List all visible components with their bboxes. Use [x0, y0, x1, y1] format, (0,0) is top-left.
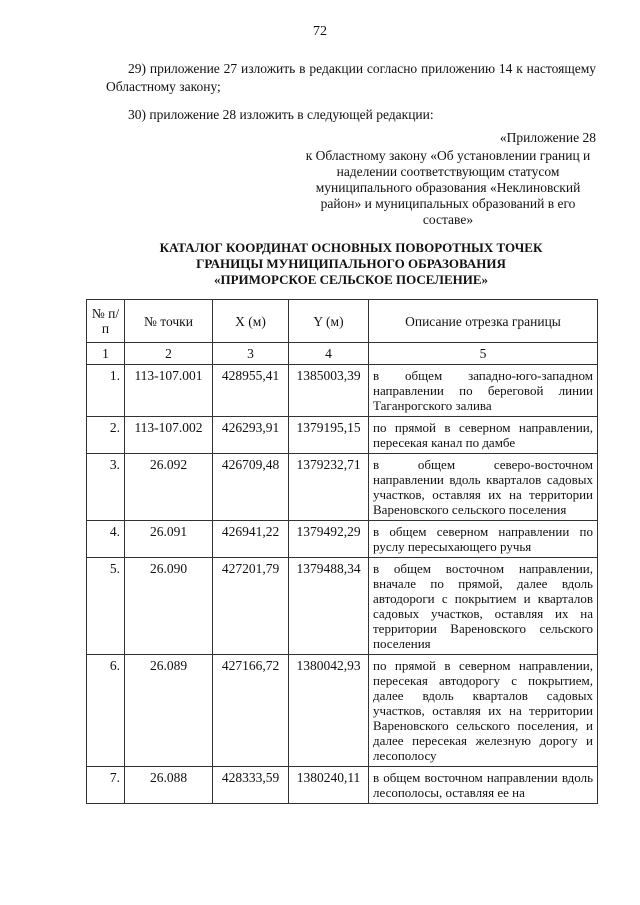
row-description: по прямой в северном направлении, пересекая канал по дамбе: [369, 417, 598, 454]
row-x: 426709,48: [213, 454, 289, 521]
column-number: 1: [87, 343, 125, 365]
row-point: 26.091: [125, 521, 213, 558]
row-index: 6.: [87, 655, 125, 767]
row-y: 1379492,29: [289, 521, 369, 558]
column-number: 5: [369, 343, 598, 365]
table-row: [87, 521, 598, 558]
catalog-title-line-1: КАТАЛОГ КООРДИНАТ ОСНОВНЫХ ПОВОРОТНЫХ ТОЧЕК: [159, 240, 543, 255]
row-point: 26.088: [125, 767, 213, 804]
row-description: в общем восточном направлении, вначале по прямой, далее вдоль автодороги с покрытием и кварталов садовых участков, оставляя их на территории Вареновского сельского поселения: [369, 558, 598, 655]
table-row: [87, 655, 598, 767]
header-x: X (м): [213, 300, 289, 343]
row-index: 5.: [87, 558, 125, 655]
column-number: 2: [125, 343, 213, 365]
row-y: 1380240,11: [289, 767, 369, 804]
row-description: по прямой в северном направлении, пересекая автодорогу с покрытием, далее вдоль кварталов садовых участков, оставляя их на территории Вареновского сельского поселения, и далее пересекая железную дорогу и лесополосу: [369, 655, 598, 767]
table-row: [87, 767, 598, 804]
paragraph-29: 29) приложение 27 изложить в редакции согласно приложению 14 к настоящему Областному закону;: [106, 61, 596, 94]
header-description: Описание отрезка границы: [369, 300, 598, 343]
page-number: 72: [313, 24, 327, 39]
column-number: 3: [213, 343, 289, 365]
appendix-description: к Областному закону «Об установлении границ и наделении соответствующим статусом муниципального образования «Неклиновский район» и муниципальных образований в его составе»: [305, 148, 591, 227]
row-x: 427166,72: [213, 655, 289, 767]
row-y: 1379232,71: [289, 454, 369, 521]
table-row: [87, 417, 598, 454]
coordinates-table: [86, 299, 598, 804]
row-x: 426941,22: [213, 521, 289, 558]
row-index: 1.: [87, 365, 125, 417]
table-header-row: [87, 300, 598, 343]
row-y: 1380042,93: [289, 655, 369, 767]
row-index: 4.: [87, 521, 125, 558]
row-point: 26.090: [125, 558, 213, 655]
row-point: 113-107.001: [125, 365, 213, 417]
paragraph-30: 30) приложение 28 изложить в следующей редакции:: [128, 107, 434, 122]
row-description: в общем северо-восточном направлении вдоль кварталов садовых участков, оставляя их на территории Вареновского сельского поселения: [369, 454, 598, 521]
row-point: 26.089: [125, 655, 213, 767]
header-index: № п/п: [87, 300, 125, 343]
row-x: 428955,41: [213, 365, 289, 417]
table-row: [87, 454, 598, 521]
header-y: Y (м): [289, 300, 369, 343]
row-x: 426293,91: [213, 417, 289, 454]
catalog-title-line-3: «ПРИМОРСКОЕ СЕЛЬСКОЕ ПОСЕЛЕНИЕ»: [213, 272, 489, 287]
row-point: 113-107.002: [125, 417, 213, 454]
row-description: в общем восточном направлении вдоль лесополосы, оставляя ее на: [369, 767, 598, 804]
row-y: 1385003,39: [289, 365, 369, 417]
column-number-row: [87, 343, 598, 365]
row-x: 427201,79: [213, 558, 289, 655]
row-index: 7.: [87, 767, 125, 804]
row-point: 26.092: [125, 454, 213, 521]
table-row: [87, 558, 598, 655]
catalog-title: [106, 240, 596, 288]
row-description: в общем северном направлении по руслу пересыхающего ручья: [369, 521, 598, 558]
row-description: в общем западно-юго-западном направлении по береговой линии Таганрогского залива: [369, 365, 598, 417]
column-number: 4: [289, 343, 369, 365]
row-y: 1379488,34: [289, 558, 369, 655]
header-point: № точки: [125, 300, 213, 343]
appendix-title: «Приложение 28: [499, 130, 596, 145]
catalog-title-line-2: ГРАНИЦЫ МУНИЦИПАЛЬНОГО ОБРАЗОВАНИЯ: [196, 256, 506, 271]
row-y: 1379195,15: [289, 417, 369, 454]
row-index: 3.: [87, 454, 125, 521]
row-index: 2.: [87, 417, 125, 454]
table-body: [87, 365, 598, 804]
table-row: [87, 365, 598, 417]
row-x: 428333,59: [213, 767, 289, 804]
